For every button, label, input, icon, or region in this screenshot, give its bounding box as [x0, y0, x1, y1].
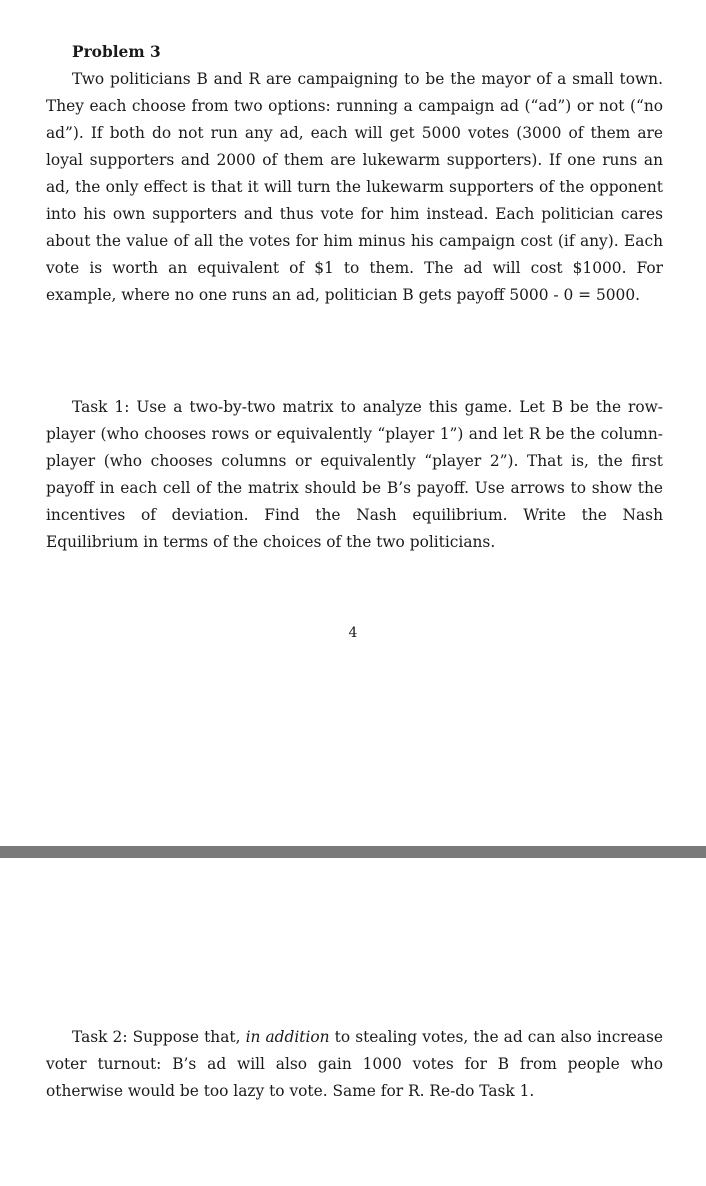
task-1-text	[46, 394, 663, 556]
page-divider	[0, 846, 706, 858]
task-2-emphasis: in addition	[245, 1028, 330, 1046]
problem-heading: Problem 3	[72, 43, 161, 61]
problem-description	[46, 66, 663, 309]
task-2-text	[46, 1024, 663, 1105]
problem-description-text: Two politicians B and R are campaigning to be the mayor of a small town. They each choose from two options: running a campaign ad (“ad”) or not (“no ad”). If both do not run any ad, each will get 5000 votes (3000 of them are loyal supporters and 2000 of them are lukewarm supporters). If one runs an ad, the only effect is that it will turn the lukewarm supporters of the opponent into his own supporters and thus vote for him instead. Each politician cares about the value of all the votes for him minus his campaign cost (if any). Each vote is worth an equivalent of $1 to them. The ad will cost $1000. For example, where no one runs an ad, politician B gets payoff 5000 - 0 = 5000.	[46, 70, 663, 304]
task-1-body: Task 1: Use a two-by-two matrix to analyze this game. Let B be the row-player (who chooses rows or equivalently “player 1”) and let R be the column-player (who chooses columns or equivalently “player 2”). That is, the first payoff in each cell of the matrix should be B’s payoff. Use arrows to show the incentives of deviation. Find the Nash equilibrium. Write the Nash Equilibrium in terms of the choices of the two politicians.	[46, 398, 663, 551]
task-2-prefix: Task 2: Suppose that,	[72, 1028, 246, 1046]
page-number: 4	[348, 625, 358, 641]
task-2-suffix: to stealing votes, the ad can also increase voter turnout: B’s ad will also gain 1000 votes for B from people who otherwise would be too lazy to vote. Same for R. Re-do Task 1.	[46, 1028, 663, 1100]
page-5	[0, 858, 706, 1186]
